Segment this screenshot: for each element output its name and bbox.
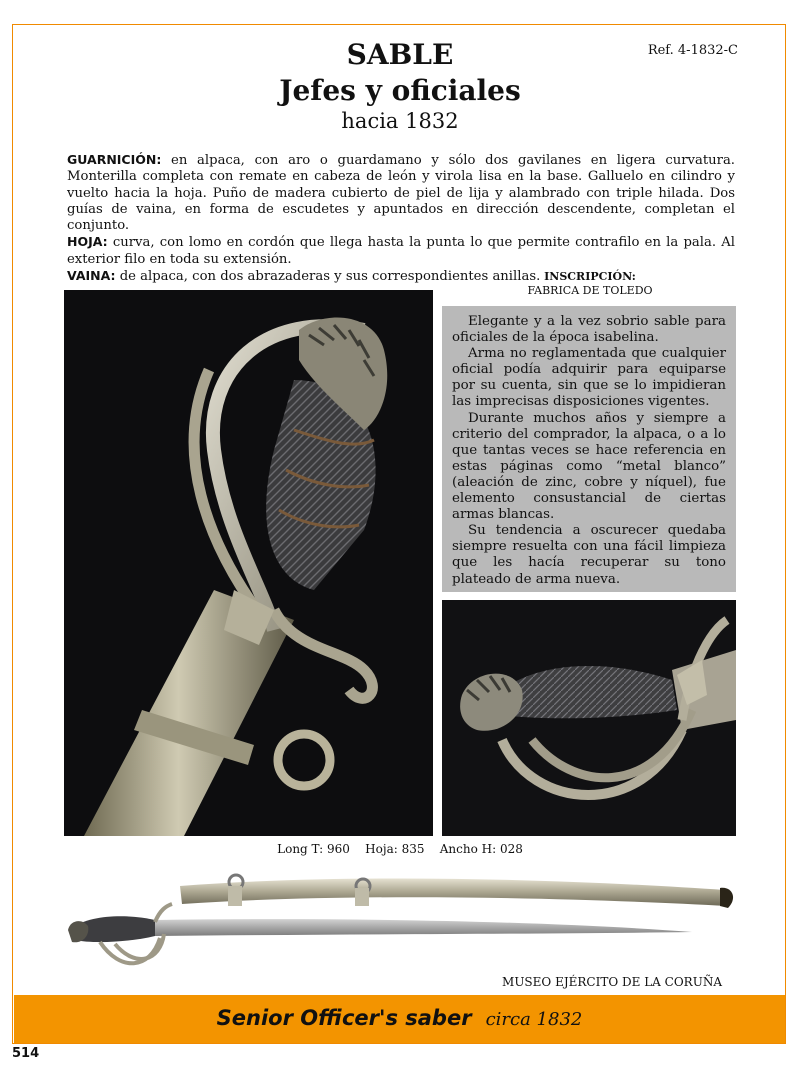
commentary-box	[442, 306, 736, 592]
hoja-paragraph	[67, 234, 735, 268]
measurements	[0, 842, 800, 856]
inscription-label: INSCRIPCIÓN:	[544, 270, 636, 283]
measure-width: Ancho H: 028	[439, 842, 523, 856]
hoja-text: curva, con lomo en cordón que llega hasta la punta lo que permite contrafilo en la pala. Al exterior filo en toda su extensión.	[67, 235, 735, 267]
museum-credit: MUSEO EJÉRCITO DE LA CORUÑA	[502, 975, 722, 989]
reference-code: Ref. 4-1832-C	[647, 43, 738, 58]
vaina-label: VAINA:	[67, 268, 116, 284]
inscription-block	[440, 270, 740, 298]
english-title-banner	[14, 995, 785, 1043]
inscription-text: FABRICA DE TOLEDO	[527, 284, 653, 297]
description-block	[67, 152, 735, 285]
guarnicion-paragraph	[67, 152, 735, 234]
page-subtitle: Jefes y oficiales	[279, 74, 521, 107]
english-title: Senior Officer's saber	[216, 1006, 472, 1030]
hilt-photo-side	[442, 600, 736, 836]
measure-blade: Hoja: 835	[365, 842, 425, 856]
commentary-paragraph-1: Elegante y a la vez sobrio sable para oficiales de la época isabelina.	[452, 314, 726, 346]
vaina-text: de alpaca, con dos abrazaderas y sus correspondientes anillas.	[115, 269, 541, 285]
hilt-photo-main	[64, 290, 433, 836]
guarnicion-label: GUARNICIÓN:	[67, 152, 162, 167]
guarnicion-text: en alpaca, con aro o guardamano y sólo dos gavilanes en ligera curvatura. Monterilla completa con remate en cabeza de león y virola lisa en la base. Galluelo en cilindro y vuelto hacia la hoja. Puño de madera cubierto de piel de lija y alambrado con triple hilada. Dos guías de vaina, en forma de escudetes y apuntados en dirección descendente, completan el conjunto.	[67, 153, 735, 234]
page-title: SABLE	[346, 38, 454, 71]
full-saber-photo	[60, 862, 740, 974]
commentary-paragraph-2: Arma no reglamentada que cualquier oficial podía adquirir para equiparse por su cuenta, sin que se lo impidieran las imprecisas disposiciones vigentes.	[452, 346, 726, 410]
hoja-label: HOJA:	[67, 234, 108, 250]
commentary-paragraph-3: Durante muchos años y siempre a criterio del comprador, la alpaca, o a lo que tantas veces se hace referencia en estas páginas como “metal blanco” (aleación de zinc, cobre y níquel), fue elemento consustancial de ciertas armas blancas.	[452, 410, 726, 523]
measure-length: Long T: 960	[277, 842, 350, 856]
commentary-paragraph-4: Su tendencia a oscurecer quedaba siempre resuelta con una fácil limpieza que les hacía recuperar su tono plateado de arma nueva.	[452, 523, 726, 587]
page-number: 514	[12, 1046, 40, 1061]
english-circa: circa 1832	[485, 1009, 583, 1030]
page-date: hacia 1832	[341, 109, 459, 133]
